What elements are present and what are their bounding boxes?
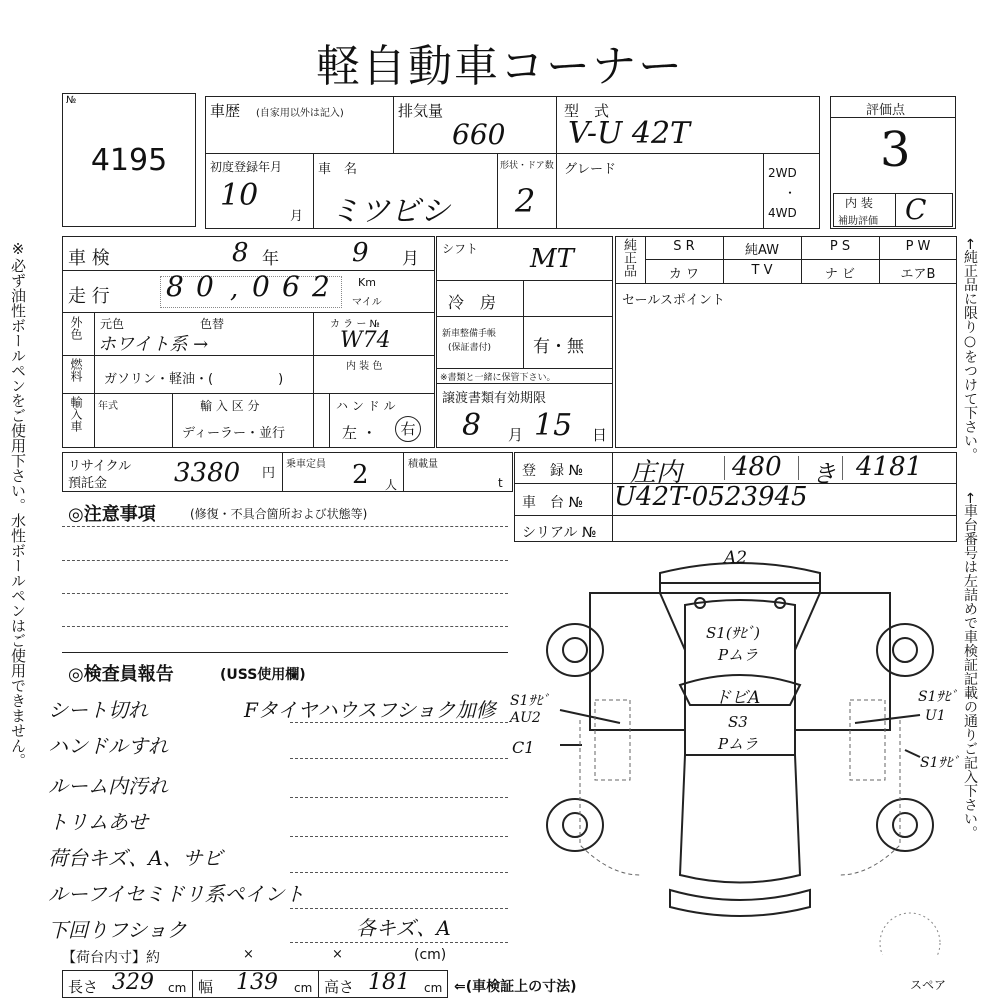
first-reg-month-unit: 月 bbox=[290, 209, 304, 224]
ton-unit: t bbox=[498, 476, 503, 490]
shaken-month-unit: 月 bbox=[402, 249, 419, 269]
displacement-label: 排気量 bbox=[398, 102, 444, 120]
load-label: 積載量 bbox=[408, 459, 438, 470]
report-line-7: 下回りフショク bbox=[48, 918, 187, 942]
shift-label: シフト bbox=[442, 242, 479, 256]
model-value: V-U 42T bbox=[568, 116, 691, 151]
report-line-2: ハンドルすれ bbox=[48, 734, 168, 758]
inspector-note: (USS使用欄) bbox=[220, 667, 306, 683]
car-name-value: ミツビシ bbox=[330, 194, 450, 229]
diagram-bed-note-2: Pムラ bbox=[718, 735, 759, 753]
reg-label: 登 録 № bbox=[522, 463, 584, 479]
person-unit: 人 bbox=[385, 478, 398, 492]
genuine-item-leather: カ ワ bbox=[668, 267, 700, 282]
capacity-label: 乗車定員 bbox=[286, 459, 326, 470]
width-unit: cm bbox=[294, 981, 313, 995]
mileage-digit-1: 8 bbox=[166, 270, 184, 303]
cargo-cm: (cm) bbox=[414, 947, 447, 963]
orig-color-value: ホワイト系 → bbox=[98, 334, 209, 355]
handle-options: 左 ・ bbox=[342, 424, 377, 442]
report-line-7-right: 各キズ、A bbox=[356, 916, 451, 940]
model-year-label: 年式 bbox=[98, 401, 118, 412]
length-value: 329 bbox=[112, 970, 154, 995]
drive-dot: ・ bbox=[784, 186, 797, 200]
spare-tire-label: スペア bbox=[910, 978, 947, 992]
import-type-value: ディーラー・並行 bbox=[182, 426, 285, 441]
mileage-digit-2: 0 bbox=[196, 270, 214, 303]
shaken-year-unit: 年 bbox=[262, 249, 279, 269]
km-label: Km bbox=[358, 276, 376, 289]
recycle-amount: 3380 bbox=[174, 458, 241, 488]
page-title: 軽自動車コーナー bbox=[316, 41, 684, 92]
report-line-3: ルーム内汚れ bbox=[48, 774, 168, 798]
doors-label: 形状・ドア数 bbox=[500, 161, 554, 171]
right-chassis-note: ←車台番号は左詰めで車検証記載の通りご記入下さい。 bbox=[962, 492, 978, 840]
caution-note: (修復・不具合箇所および状態等) bbox=[190, 507, 368, 521]
diagram-left-note-1: S1ｻﾋﾞ bbox=[510, 693, 550, 709]
lot-number: 4195 bbox=[90, 143, 168, 178]
diagram-right-note-1: S1ｻﾋﾞ bbox=[918, 689, 958, 705]
mileage-digit-3: 0 bbox=[252, 270, 270, 303]
left-pen-note: ※必ず油性ボールペンをご使用下さい。水性ボールペンはご使用できません。 bbox=[9, 240, 27, 768]
length-unit: cm bbox=[168, 981, 187, 995]
caution-title: ◎注意事項 bbox=[68, 504, 156, 525]
doc-day-unit: 日 bbox=[592, 426, 608, 444]
genuine-item-pw: P W bbox=[905, 239, 931, 254]
report-line-5: 荷台キズ、A、サビ bbox=[48, 846, 223, 870]
report-line-1: シート切れ bbox=[48, 698, 148, 722]
chassis-value: U42T-0523945 bbox=[614, 482, 808, 512]
genuine-item-airbag: エアB bbox=[900, 267, 936, 282]
diagram-left-note-2: AU2 bbox=[510, 710, 541, 726]
diagram-hood-note-2: Pムラ bbox=[718, 646, 759, 664]
no-mark: № bbox=[66, 95, 77, 106]
fuel-value: ガソリン・軽油・( ) bbox=[104, 372, 284, 387]
mileage-digit-4: 6 bbox=[282, 270, 300, 303]
reg-class: 480 bbox=[732, 452, 782, 482]
manual-note: ※書類と一緒に保管下さい。 bbox=[440, 373, 556, 383]
genuine-item-aw: 純AW bbox=[744, 243, 780, 258]
mileage-comma: , bbox=[230, 274, 239, 304]
change-color-label: 色替 bbox=[200, 317, 225, 331]
genuine-item-navi: ナ ビ bbox=[824, 267, 856, 282]
diagram-hood-note-1: S1(ｻﾋﾞ) bbox=[706, 624, 761, 642]
shaken-year: 8 bbox=[232, 238, 249, 268]
manual-options: 有・無 bbox=[533, 337, 584, 357]
model-label: 型 式 bbox=[564, 102, 610, 120]
first-reg-value: 10 bbox=[220, 178, 259, 213]
doors-value: 2 bbox=[515, 182, 536, 220]
doc-day: 15 bbox=[534, 408, 573, 443]
report-line-1-right: Fタイヤハウスフショク加修 bbox=[244, 698, 496, 722]
ac-label: 冷 房 bbox=[448, 293, 497, 312]
width-value: 139 bbox=[236, 970, 278, 995]
first-reg-label: 初度登録年月 bbox=[210, 160, 283, 174]
genuine-item-sr: S R bbox=[673, 239, 695, 254]
doc-expiry-label: 譲渡書類有効期限 bbox=[442, 391, 547, 406]
shaken-month: 9 bbox=[352, 238, 369, 268]
mileage-label: 走 行 bbox=[68, 286, 110, 307]
import-side-label: 輸入車 bbox=[69, 396, 83, 432]
right-genuine-note: ←純正品に限り○をつけて下さい。 bbox=[962, 238, 978, 462]
handle-label: ハ ン ド ル bbox=[336, 399, 396, 413]
interior-grade-value: C bbox=[905, 193, 927, 226]
reg-kana: き bbox=[812, 460, 836, 488]
length-label: 長さ bbox=[68, 978, 99, 996]
car-name-label: 車 名 bbox=[318, 162, 358, 177]
color-side-label: 外色 bbox=[69, 316, 83, 340]
drive-2wd: 2WD bbox=[768, 166, 797, 180]
width-label: 幅 bbox=[198, 978, 214, 996]
capacity-value: 2 bbox=[352, 460, 369, 490]
diagram-left-note-3: C1 bbox=[512, 738, 535, 757]
grade-label: グレード bbox=[564, 162, 617, 177]
drive-4wd: 4WD bbox=[768, 206, 797, 220]
interior-color-label: 内 装 色 bbox=[346, 361, 383, 372]
diagram-bed-note-1: S3 bbox=[728, 713, 748, 731]
report-line-6: ルーフイセミドリ系ペイント bbox=[48, 882, 305, 906]
score-value: 3 bbox=[880, 122, 911, 178]
orig-color-label: 元色 bbox=[100, 317, 125, 331]
genuine-item-tv: T V bbox=[751, 263, 773, 278]
color-no-value: W74 bbox=[340, 328, 391, 353]
yen-unit: 円 bbox=[262, 466, 276, 481]
manual-label-2: (保証書付) bbox=[448, 343, 492, 353]
fuel-side-label: 燃料 bbox=[69, 358, 83, 382]
shift-value: MT bbox=[530, 244, 574, 274]
genuine-item-ps: P S bbox=[829, 239, 851, 254]
score-label: 評価点 bbox=[866, 103, 906, 118]
doc-month: 8 bbox=[462, 408, 482, 443]
interior-sub-label: 補助評価 bbox=[838, 216, 878, 227]
doc-month-unit: 月 bbox=[508, 426, 524, 444]
height-label: 高さ bbox=[324, 978, 355, 996]
diagram-front-note: A2 bbox=[724, 548, 748, 568]
recycle-label-2: 預託金 bbox=[68, 476, 108, 491]
inspector-title: ◎検査員報告 bbox=[68, 664, 174, 685]
chassis-label: 車 台 № bbox=[522, 495, 584, 511]
diagram-right-note-3: S1ｻﾋﾞ bbox=[920, 755, 960, 771]
manual-label-1: 新車整備手帳 bbox=[442, 329, 497, 339]
dims-note: ⇐(車検証上の寸法) bbox=[454, 979, 577, 995]
history-note: (自家用以外は記入) bbox=[256, 108, 344, 119]
cargo-label: 【荷台内寸】約 bbox=[62, 950, 160, 966]
color-no-label: カ ラ ー № bbox=[330, 319, 380, 330]
height-value: 181 bbox=[368, 970, 410, 995]
history-label: 車歴 bbox=[210, 102, 241, 120]
diagram-roof-note: ドビA bbox=[714, 688, 761, 708]
genuine-label: 純正品 bbox=[621, 238, 636, 277]
serial-label: シリアル № bbox=[522, 525, 597, 541]
report-line-4: トリムあせ bbox=[48, 810, 148, 834]
mile-label: マイル bbox=[352, 297, 382, 308]
reg-area: 庄内 bbox=[630, 458, 683, 488]
mileage-digit-5: 2 bbox=[312, 270, 330, 303]
recycle-label-1: リサイクル bbox=[68, 459, 132, 474]
cargo-x2: × bbox=[332, 947, 343, 962]
interior-label: 内 装 bbox=[845, 196, 873, 210]
shaken-label: 車 検 bbox=[68, 248, 110, 269]
cargo-x1: × bbox=[243, 947, 254, 962]
diagram-right-note-2: U1 bbox=[925, 708, 946, 724]
sales-point-label: セールスポイント bbox=[622, 293, 725, 308]
displacement-value: 660 bbox=[452, 118, 506, 151]
height-unit: cm bbox=[424, 981, 443, 995]
reg-number: 4181 bbox=[856, 452, 923, 482]
handle-selected: 右 bbox=[395, 416, 421, 442]
import-type-label: 輸 入 区 分 bbox=[200, 399, 260, 413]
